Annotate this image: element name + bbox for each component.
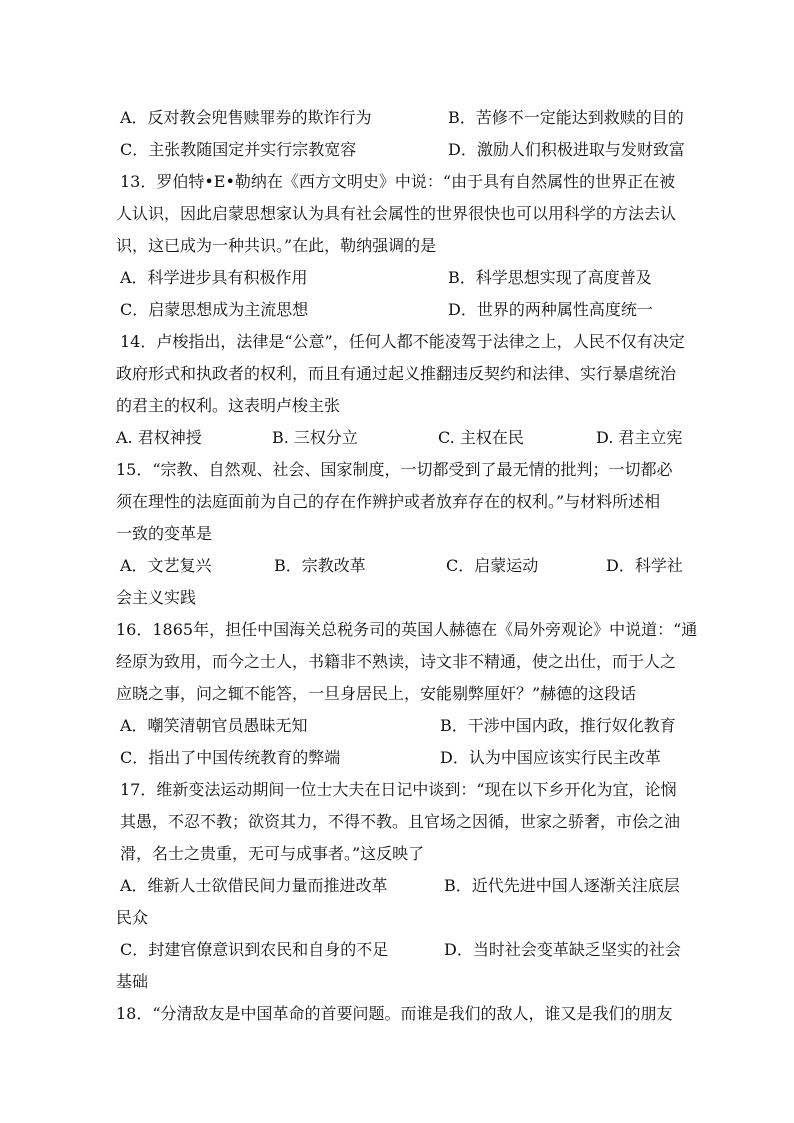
q13-stem-line-1: 13．罗伯特•E•勒纳在《西方文明史》中说：“由于具有自然属性的世界正在被 — [120, 172, 676, 191]
q14-stem-line-3: 的君主的权利。这表明卢梭主张 — [116, 396, 341, 415]
q15-option-d-continued: 会主义实践 — [116, 588, 197, 607]
q13-stem-line-2: 人认识，因此启蒙思想家认为具有社会属性的世界很快也可以用科学的方法去认 — [116, 204, 677, 223]
q12-option-b[interactable]: B．苦修不一定能达到救赎的目的 — [448, 108, 684, 127]
q14-option-a[interactable]: A. 君权神授 — [116, 428, 202, 447]
q17-option-d-continued: 基础 — [116, 972, 149, 991]
q14-stem-line-1: 14．卢梭指出，法律是“公意”，任何人都不能凌驾于法律之上，人民不仅有决定 — [120, 332, 685, 351]
q17-option-a[interactable]: A．维新人士欲借民间力量而推进改革 — [120, 876, 388, 895]
q13-option-a[interactable]: A．科学进步具有积极作用 — [120, 268, 308, 287]
q13-option-c[interactable]: C．启蒙思想成为主流思想 — [120, 300, 309, 319]
q16-stem-line-1: 16．1865年，担任中国海关总税务司的英国人赫德在《局外旁观论》中说道：“通 — [116, 620, 698, 639]
q12-option-d[interactable]: D．激励人们积极进取与发财致富 — [448, 140, 685, 159]
q15-stem-line-2: 须在理性的法庭面前为自己的存在作辨护或者放弃存在的权利。”与材料所述相 — [116, 492, 661, 511]
q14-stem-line-2: 政府形式和执政者的权利，而且有通过起义推翻违反契约和法律、实行暴虐统治 — [116, 364, 677, 383]
q17-option-b-continued: 民众 — [116, 908, 149, 927]
q15-option-c[interactable]: C．启蒙运动 — [446, 556, 539, 575]
q12-option-a[interactable]: A．反对教会兜售赎罪券的欺诈行为 — [120, 108, 372, 127]
q16-option-b[interactable]: B．干涉中国内政，推行奴化教育 — [440, 716, 676, 735]
q14-option-d[interactable]: D. 君主立宪 — [596, 428, 683, 447]
q16-option-c[interactable]: C．指出了中国传统教育的弊端 — [120, 748, 341, 767]
q16-stem-line-2: 经原为致用，而今之士人，书籍非不熟读，诗文非不精通，使之出仕，而于人之 — [116, 652, 677, 671]
q17-stem-line-2: 其愚，不忍不教；欲资其力，不得不教。且官场之因循，世家之骄奢，市侩之油 — [120, 812, 681, 831]
q16-stem-line-3: 应晓之事，问之辄不能答，一旦身居民上，安能剔弊厘奸？”赫德的这段话 — [116, 684, 637, 703]
q13-stem-line-3: 识，这已成为一种共识。”在此，勒纳强调的是 — [116, 236, 437, 255]
q13-option-b[interactable]: B．科学思想实现了高度普及 — [448, 268, 652, 287]
q14-option-b[interactable]: B. 三权分立 — [272, 428, 358, 447]
q13-option-d[interactable]: D．世界的两种属性高度统一 — [448, 300, 653, 319]
q17-option-b[interactable]: B．近代先进中国人逐渐关注底层 — [444, 876, 680, 895]
q12-option-c[interactable]: C．主张教随国定并实行宗教宽容 — [120, 140, 357, 159]
q15-stem-line-1: 15．“宗教、自然观、社会、国家制度，一切都受到了最无情的批判；一切都必 — [116, 460, 673, 479]
q16-option-a[interactable]: A．嘲笑清朝官员愚昧无知 — [120, 716, 308, 735]
q15-option-b[interactable]: B．宗教改革 — [274, 556, 366, 575]
q15-option-a[interactable]: A．文艺复兴 — [120, 556, 212, 575]
q17-stem-line-3: 滑，名士之贵重，无可与成事者。”这反映了 — [120, 844, 425, 863]
q15-option-d[interactable]: D．科学社 — [606, 556, 683, 575]
q17-stem-line-1: 17．维新变法运动期间一位士大夫在日记中谈到：“现在以下乡开化为宜，论悯 — [120, 780, 677, 799]
q17-option-d[interactable]: D．当时社会变革缺乏坚实的社会 — [444, 940, 681, 959]
q17-option-c[interactable]: C．封建官僚意识到农民和自身的不足 — [120, 940, 389, 959]
q18-stem-line-1: 18．“分清敌友是中国革命的首要问题。而谁是我们的敌人，谁又是我们的朋友 — [116, 1004, 673, 1023]
q14-option-c[interactable]: C. 主权在民 — [438, 428, 524, 447]
q16-option-d[interactable]: D．认为中国应该实行民主改革 — [440, 748, 661, 767]
q15-stem-line-3: 一致的变革是 — [116, 524, 213, 543]
